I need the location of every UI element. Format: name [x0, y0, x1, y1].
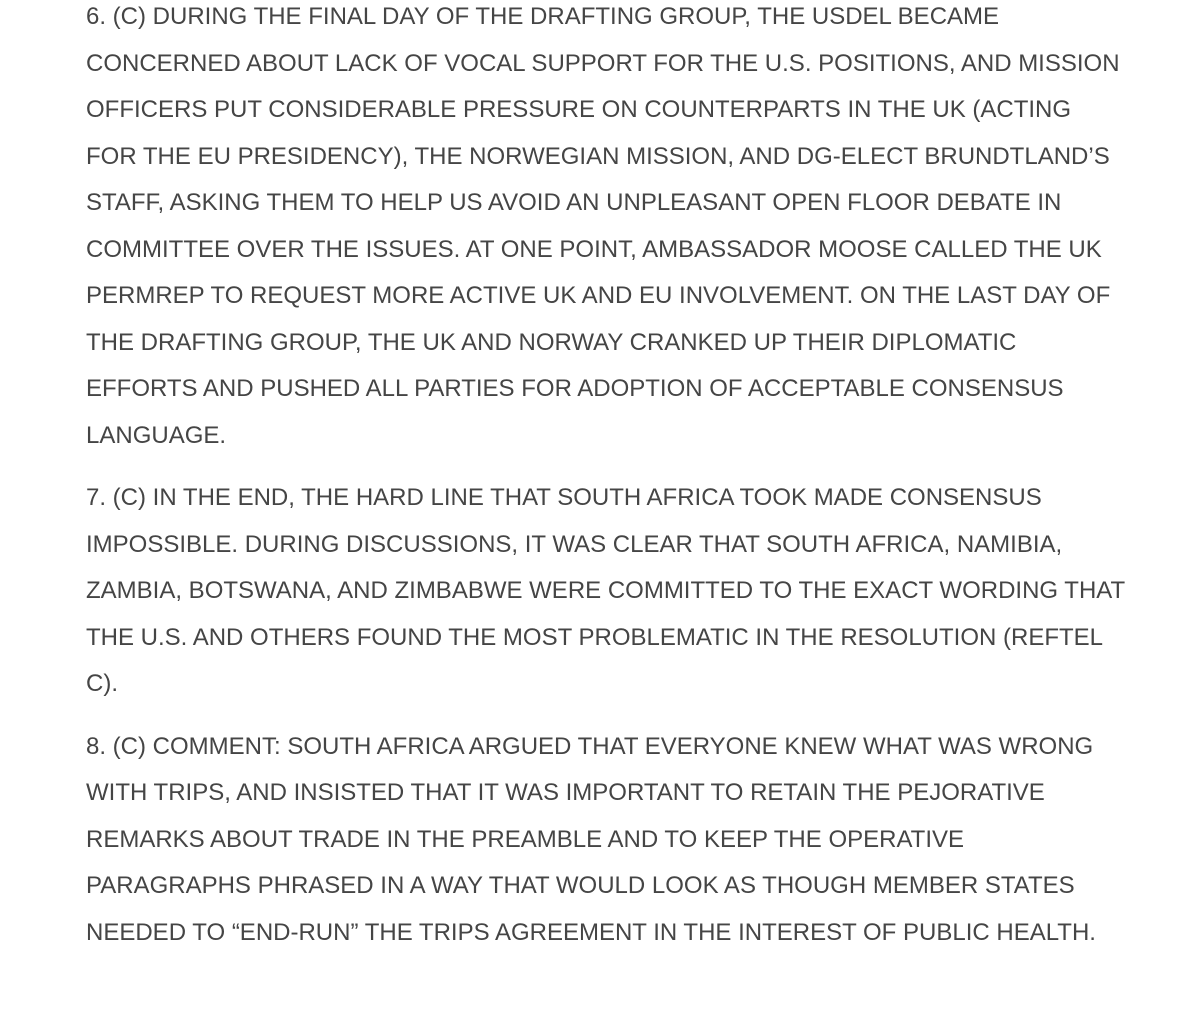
- document-body: [86, 0, 1126, 956]
- paragraph-6: 6. (C) DURING THE FINAL DAY OF THE DRAFTING GROUP, THE USDEL BECAME CONCERNED ABOUT LACK OF VOCAL SUPPORT FOR THE U.S. POSITIONS, AND MISSION OFFICERS PUT CONSIDERABLE PRESSURE ON COUNTERPARTS IN THE UK (ACTING FOR THE EU PRESIDENCY), THE NORWEGIAN MISSION, AND DG-ELECT BRUNDTLAND’S STAFF, ASKING THEM TO HELP US AVOID AN UNPLEASANT OPEN FLOOR DEBATE IN COMMITTEE OVER THE ISSUES. AT ONE POINT, AMBASSADOR MOOSE CALLED THE UK PERMREP TO REQUEST MORE ACTIVE UK AND EU INVOLVEMENT. ON THE LAST DAY OF THE DRAFTING GROUP, THE UK AND NORWAY CRANKED UP THEIR DIPLOMATIC EFFORTS AND PUSHED ALL PARTIES FOR ADOPTION OF ACCEPTABLE CONSENSUS LANGUAGE.: [86, 3, 1120, 449]
- paragraph-7: 7. (C) IN THE END, THE HARD LINE THAT SOUTH AFRICA TOOK MADE CONSENSUS IMPOSSIBLE. DURING DISCUSSIONS, IT WAS CLEAR THAT SOUTH AFRICA, NAMIBIA, ZAMBIA, BOTSWANA, AND ZIMBABWE WERE COMMITTED TO THE EXACT WORDING THAT THE U.S. AND OTHERS FOUND THE MOST PROBLEMATIC IN THE RESOLUTION (REFTEL C).: [86, 484, 1125, 697]
- paragraph-8: 8. (C) COMMENT: SOUTH AFRICA ARGUED THAT EVERYONE KNEW WHAT WAS WRONG WITH TRIPS, AND INSISTED THAT IT WAS IMPORTANT TO RETAIN THE PEJORATIVE REMARKS ABOUT TRADE IN THE PREAMBLE AND TO KEEP THE OPERATIVE PARAGRAPHS PHRASED IN A WAY THAT WOULD LOOK AS THOUGH MEMBER STATES NEEDED TO “END-RUN” THE TRIPS AGREEMENT IN THE INTEREST OF PUBLIC HEALTH.: [86, 732, 1096, 946]
